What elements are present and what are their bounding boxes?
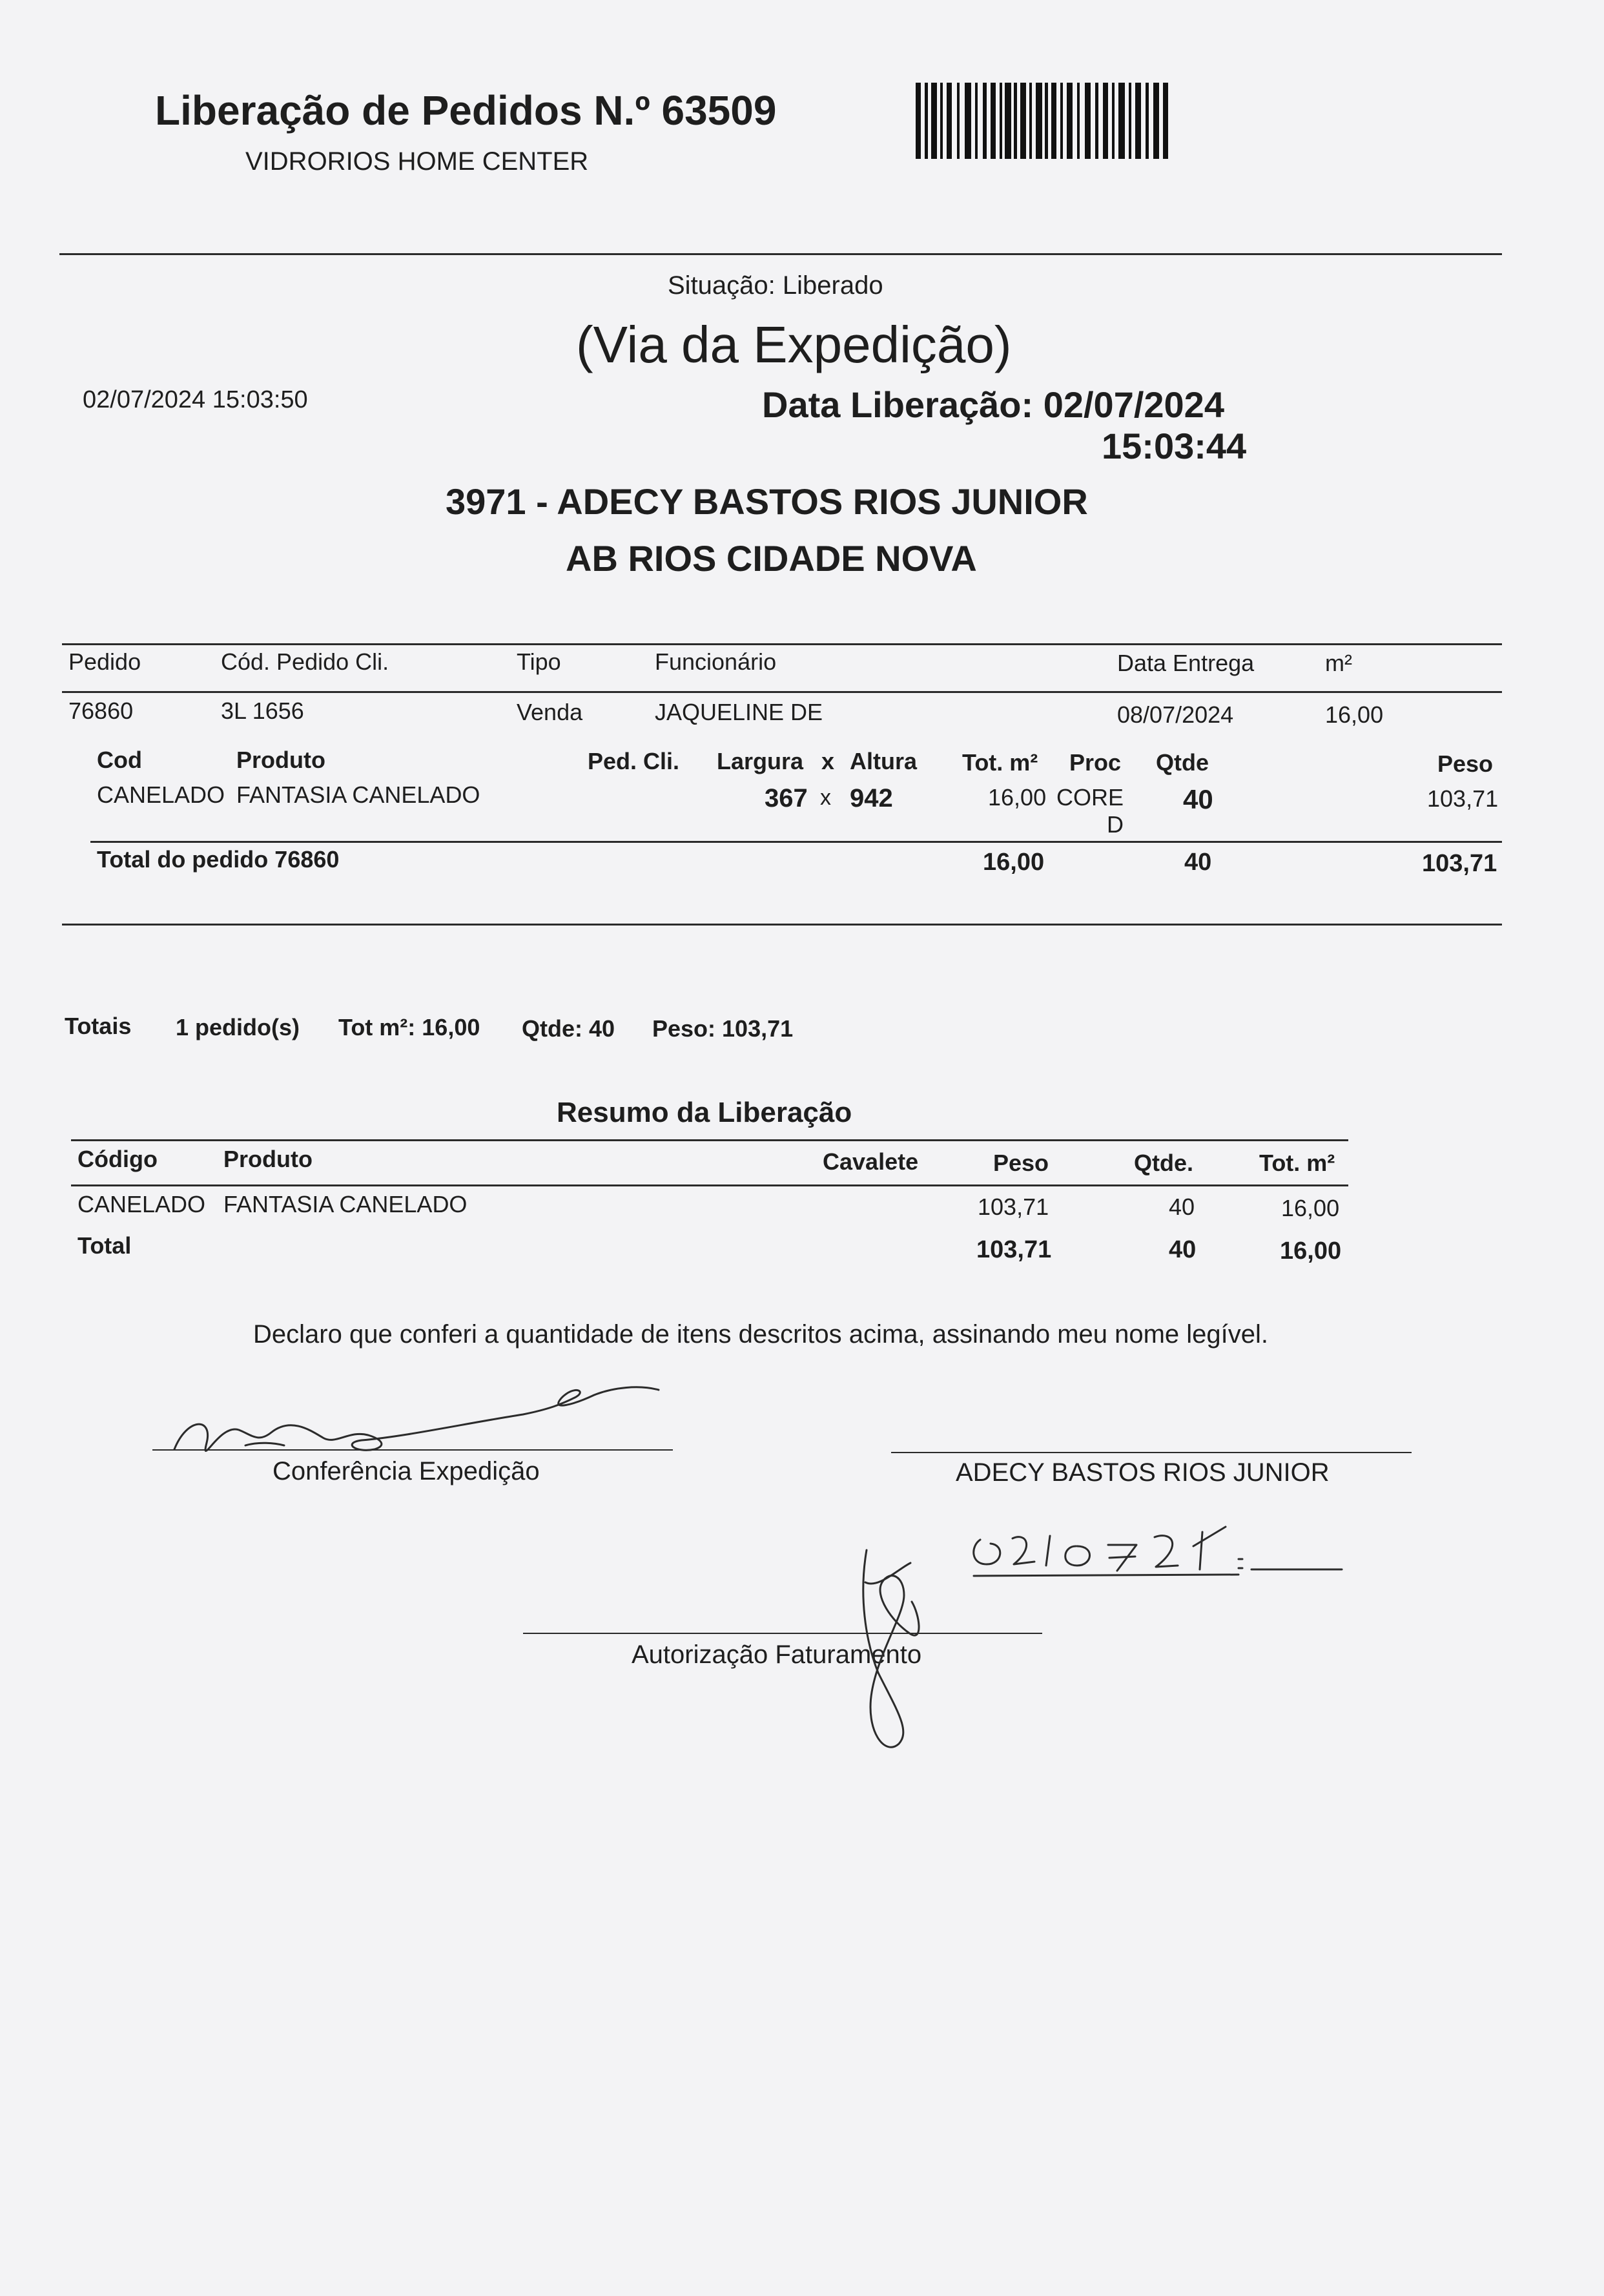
order-total-qtde: 40	[1184, 849, 1212, 876]
order-pedido: 76860	[68, 698, 134, 724]
col-header-tipo: Tipo	[517, 648, 561, 675]
summary-header-produto: Produto	[223, 1146, 313, 1172]
summary-row-qtde: 40	[1169, 1194, 1195, 1220]
summary-header-codigo: Código	[77, 1146, 158, 1172]
item-header-largura: Largura	[717, 748, 804, 774]
summary-total-peso: 103,71	[976, 1236, 1052, 1263]
item-header-qtde: Qtde	[1156, 749, 1209, 776]
order-total-tot-m2: 16,00	[983, 849, 1045, 876]
item-header-ped-cli: Ped. Cli.	[588, 748, 680, 774]
header-divider	[59, 253, 1502, 255]
item-header-peso: Peso	[1437, 750, 1494, 777]
totals-pedidos: 1 pedido(s)	[176, 1014, 300, 1040]
col-header-funcionario: Funcionário	[655, 648, 777, 675]
item-peso: 103,71	[1427, 785, 1499, 812]
release-date: Data Liberação: 02/07/2024	[762, 384, 1224, 425]
col-header-pedido: Pedido	[68, 648, 141, 675]
via-title: (Via da Expedição)	[576, 316, 1012, 373]
item-x: x	[820, 785, 831, 810]
autorizacao-signature	[839, 1544, 949, 1750]
item-header-x: x	[821, 748, 835, 774]
summary-header-rule	[71, 1184, 1348, 1186]
conferencia-signature-line	[152, 1449, 673, 1451]
summary-total-label: Total	[77, 1232, 132, 1259]
order-m2: 16,00	[1325, 701, 1384, 728]
item-proc-line2: D	[1107, 811, 1124, 838]
order-data-entrega: 08/07/2024	[1117, 701, 1234, 728]
item-header-proc: Proc	[1069, 749, 1122, 776]
summary-row-peso: 103,71	[978, 1194, 1049, 1220]
col-header-cod-pedido-cli: Cód. Pedido Cli.	[221, 648, 389, 675]
item-header-cod: Cod	[97, 747, 142, 773]
client-signature-name: ADECY BASTOS RIOS JUNIOR	[956, 1458, 1330, 1487]
order-total-label: Total do pedido 76860	[97, 846, 340, 873]
order-table-top-rule	[62, 643, 1502, 645]
summary-top-rule	[71, 1139, 1348, 1141]
summary-header-qtde: Qtde.	[1134, 1150, 1194, 1176]
item-proc-line1: CORE	[1056, 784, 1124, 811]
item-cod: CANELADO	[97, 781, 225, 808]
summary-total-tot-m2: 16,00	[1280, 1237, 1342, 1265]
order-funcionario: JAQUELINE DE	[655, 699, 823, 725]
item-header-altura: Altura	[850, 748, 918, 774]
order-table-header-rule	[62, 691, 1502, 693]
item-tot-m2: 16,00	[988, 784, 1047, 811]
client-signature-line	[891, 1452, 1412, 1453]
order-section-end-rule	[62, 924, 1502, 926]
summary-row-produto: FANTASIA CANELADO	[223, 1191, 468, 1217]
conferencia-label: Conferência Expedição	[272, 1457, 540, 1485]
order-tipo: Venda	[517, 699, 583, 725]
summary-header-tot-m2: Tot. m²	[1259, 1150, 1335, 1176]
totals-peso: Peso: 103,71	[652, 1015, 794, 1042]
item-altura: 942	[850, 784, 893, 812]
item-produto: FANTASIA CANELADO	[236, 781, 480, 808]
summary-header-peso: Peso	[993, 1150, 1049, 1176]
handwritten-date	[967, 1514, 1350, 1578]
summary-total-qtde: 40	[1169, 1236, 1197, 1263]
summary-title: Resumo da Liberação	[557, 1097, 852, 1128]
totals-label: Totais	[65, 1013, 132, 1039]
autorizacao-label: Autorização Faturamento	[632, 1640, 922, 1669]
status-text: Situação: Liberado	[668, 271, 883, 300]
release-time: 15:03:44	[1102, 426, 1247, 466]
document-title: Liberação de Pedidos N.º 63509	[155, 87, 777, 134]
item-qtde: 40	[1183, 784, 1213, 814]
summary-row-codigo: CANELADO	[77, 1191, 206, 1217]
client-store: AB RIOS CIDADE NOVA	[566, 538, 977, 579]
col-header-m2: m²	[1325, 650, 1352, 676]
handwritten-date-text	[967, 1514, 970, 1515]
item-largura: 367	[765, 784, 808, 812]
order-total-peso: 103,71	[1422, 850, 1497, 877]
item-header-produto: Produto	[236, 747, 325, 773]
summary-header-cavalete: Cavalete	[823, 1148, 919, 1175]
totals-qtde: Qtde: 40	[522, 1015, 615, 1042]
barcode-image	[916, 83, 1169, 159]
order-cod-pedido-cli: 3L 1656	[221, 698, 304, 724]
client-name: 3971 - ADECY BASTOS RIOS JUNIOR	[446, 481, 1088, 522]
summary-row-tot-m2: 16,00	[1281, 1195, 1340, 1221]
autorizacao-signature-line	[523, 1633, 1042, 1634]
print-datetime: 02/07/2024 15:03:50	[83, 386, 308, 413]
col-header-data-entrega: Data Entrega	[1117, 650, 1255, 676]
item-header-tot-m2: Tot. m²	[962, 749, 1038, 776]
item-total-rule	[90, 841, 1502, 843]
totals-tot-m2: Tot m²: 16,00	[338, 1014, 480, 1040]
declaration-text: Declaro que conferi a quantidade de itens descritos acima, assinando meu nome legível.	[253, 1320, 1269, 1349]
company-name: VIDRORIOS HOME CENTER	[245, 147, 589, 176]
